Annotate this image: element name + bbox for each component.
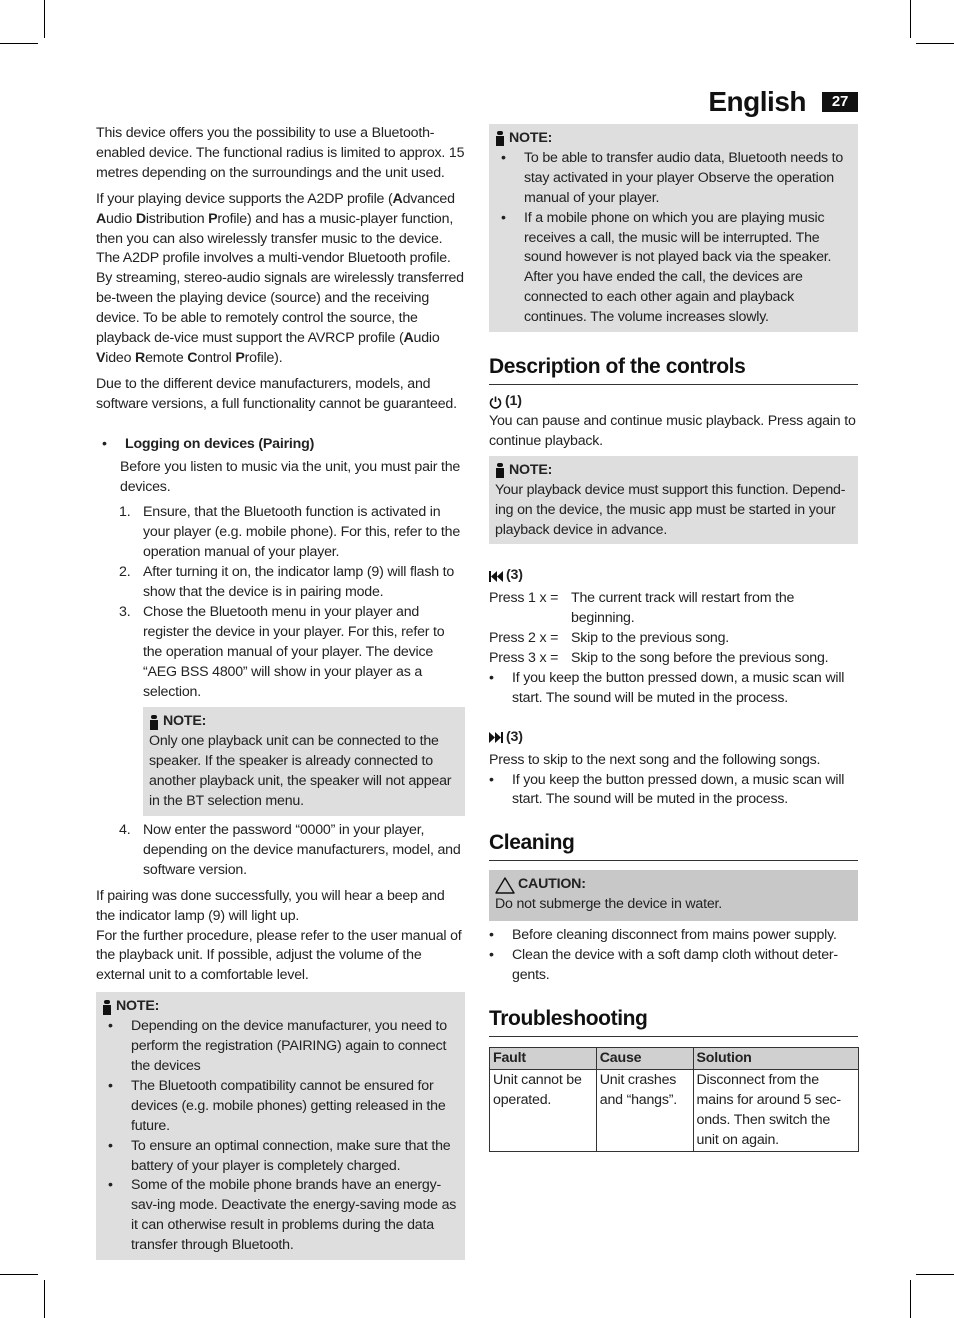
disclaimer-paragraph: Due to the different device manufacturers, models, and software versions, a full functionality cannot be guaranteed. [96, 375, 457, 412]
after-pairing-text: For the further procedure, please refer to the user manual of the playback unit. If possible, adjust the volume of the external unit to a comfortable level. [96, 927, 462, 984]
page-number: 27 [822, 92, 858, 112]
power-icon [489, 396, 502, 409]
press-row: Press 3 x = Skip to the song before the previous song. [489, 650, 829, 667]
prev-control-label: (3) [489, 566, 858, 586]
after-pairing-text: If pairing was done successfully, you will hear a beep and the indicator lamp (9) will light up. [96, 887, 445, 924]
note-box: NOTE: • Depending on the device manufacturer, you need to perform the registration (PAIRING) again to connect the devices • The Bluetooth compatibility cannot be ensured for devices (e.g. mobile phones) getting released in the future. • To ensure an optimal connection, make sure that the battery of your player is completely charged. • Some of the mobile phone brands have an energy-sav-ing mode. Deactivate the energy-saving mode as it can otherwise result in problems during the data transfer through Bluetooth. [96, 992, 465, 1260]
crop-mark [44, 0, 45, 38]
bullet-item: • If you keep the button pressed down, a music scan will start. The sound will be muted in the process. [489, 669, 845, 706]
pairing-step: 1. Ensure, that the Bluetooth function is activated in your player (e.g. mobile phone). For this, refer to the operation manual of your player. [119, 504, 461, 561]
troubleshooting-heading: Troubleshooting [489, 1006, 858, 1037]
troubleshooting-table [489, 1047, 859, 1153]
skip-forward-icon [489, 732, 503, 743]
pairing-step: 2. After turning it on, the indicator lamp (9) will flash to show that the device is in pairing mode. [119, 564, 455, 601]
info-icon [102, 1000, 111, 1015]
cleaning-item: • Before cleaning disconnect from mains power supply. [489, 927, 837, 944]
crop-mark [910, 0, 911, 38]
crop-mark [44, 1280, 45, 1318]
column-header: Cause [596, 1047, 693, 1069]
cleaning-item: • Clean the device with a soft damp cloth without deter-gents. [489, 947, 838, 983]
info-icon [495, 131, 504, 146]
warning-icon [495, 877, 515, 894]
crop-mark [916, 1274, 954, 1275]
info-icon [495, 463, 504, 478]
a2dp-paragraph: If your playing device supports the A2DP profile (Advanced Audio Distribution Profile) and has a music-player function, then you can also wirelessly transfer music to the device. The A2DP profile involves a multi-vendor Bluetooth profile. By streaming, stereo-audio signals are wirelessly transferred be-tween the playing device (source) and the receiving device. To be able to remotely control the source, the playback de-vice must support the AVRCP profile (Audio Video Remote Control Profile). [96, 190, 464, 366]
pairing-heading: • Logging on devices (Pairing) [102, 435, 315, 452]
skip-back-icon [489, 571, 503, 582]
intro-paragraph: This device offers you the possibility to use a Bluetooth-enabled device. The functional radius is limited to approx. 15 metres depending on the surroundings and the unit used. [96, 125, 465, 181]
language-title: English [708, 86, 806, 118]
press-row: Press 2 x = Skip to the previous song. [489, 630, 730, 647]
note-box: NOTE: Your playback device must support this function. Depend-ing on the device, the music app must be started in your playback device in advance. [489, 456, 858, 545]
note-item: • If a mobile phone on which you are playing music receives a call, the music will be interrupted. The sound however is not played back via the speaker. After you have ended the call, the devices are connected to each other again and playback continues. The volume increases slowly. [501, 209, 832, 326]
cleaning-heading: Cleaning [489, 830, 858, 861]
note-item: • To be able to transfer audio data, Bluetooth needs to stay activated in your player Observe the operation manual of your player. [501, 149, 844, 206]
note-item: • Some of the mobile phone brands have an energy-sav-ing mode. Deactivate the energy-saving mode as it can otherwise result in problems during the data transfer through Bluetooth. [108, 1177, 457, 1254]
press-row: Press 1 x = The current track will restart from the beginning. [489, 590, 795, 627]
note-item: • The Bluetooth compatibility cannot be ensured for devices (e.g. mobile phones) getting released in the future. [108, 1077, 446, 1134]
column-header: Fault [490, 1047, 597, 1069]
pairing-note: NOTE: Only one playback unit can be connected to the speaker. If the speaker is already connected to another playback unit, the speaker will not appear in the BT selection menu. [143, 707, 465, 816]
note-item: • To ensure an optimal connection, make sure that the battery of your player is completely charged. [108, 1137, 451, 1174]
crop-mark [916, 43, 954, 44]
table-cell: Disconnect from the mains for around 5 sec-onds. Then switch the unit on again. [693, 1069, 858, 1152]
note-box: NOTE: • To be able to transfer audio data, Bluetooth needs to stay activated in your player Observe the operation manual of your player. • If a mobile phone on which you are playing music receives a call, the music will be interrupted. The sound however is not played back via the speaker. After you have ended the call, the devices are connected to each other again and playback continues. The volume increases slowly. [489, 124, 858, 332]
next-control-label: (3) [489, 728, 858, 748]
note-item: • Depending on the device manufacturer, you need to perform the registration (PAIRING) again to connect the devices [108, 1018, 447, 1074]
table-header-row [490, 1047, 859, 1069]
caution-box: CAUTION: Do not submerge the device in water. [489, 870, 858, 921]
table-cell: Unit cannot be operated. [490, 1069, 597, 1152]
crop-mark [0, 43, 38, 44]
pairing-step: 3. Chose the Bluetooth menu in your player and register the device in your player. For this, refer to the operation manual of your player. The device “AEG BSS 4800” will show in your player as a selection. [119, 603, 445, 700]
table-row [490, 1069, 859, 1152]
info-icon [149, 715, 158, 730]
page-header [708, 84, 858, 120]
controls-heading: Description of the controls [489, 354, 858, 385]
pairing-step: 4. Now enter the password “0000” in your player, depending on the device manufacturers, model, and software version. [119, 822, 461, 878]
crop-mark [910, 1280, 911, 1318]
left-column [96, 124, 465, 1260]
table-cell: Unit crashes and “hangs”. [596, 1069, 693, 1152]
power-description: You can pause and continue music playback. Press again to continue playback. [489, 412, 856, 449]
column-header: Solution [693, 1047, 858, 1069]
crop-mark [0, 1274, 38, 1275]
bullet-item: • If you keep the button pressed down, a music scan will start. The sound will be muted in the process. [489, 771, 845, 808]
next-description: Press to skip to the next song and the following songs. [489, 751, 821, 768]
pairing-intro: Before you listen to music via the unit, you must pair the devices. [120, 458, 461, 495]
right-column [489, 124, 858, 1152]
power-control-label: (1) [489, 392, 858, 412]
